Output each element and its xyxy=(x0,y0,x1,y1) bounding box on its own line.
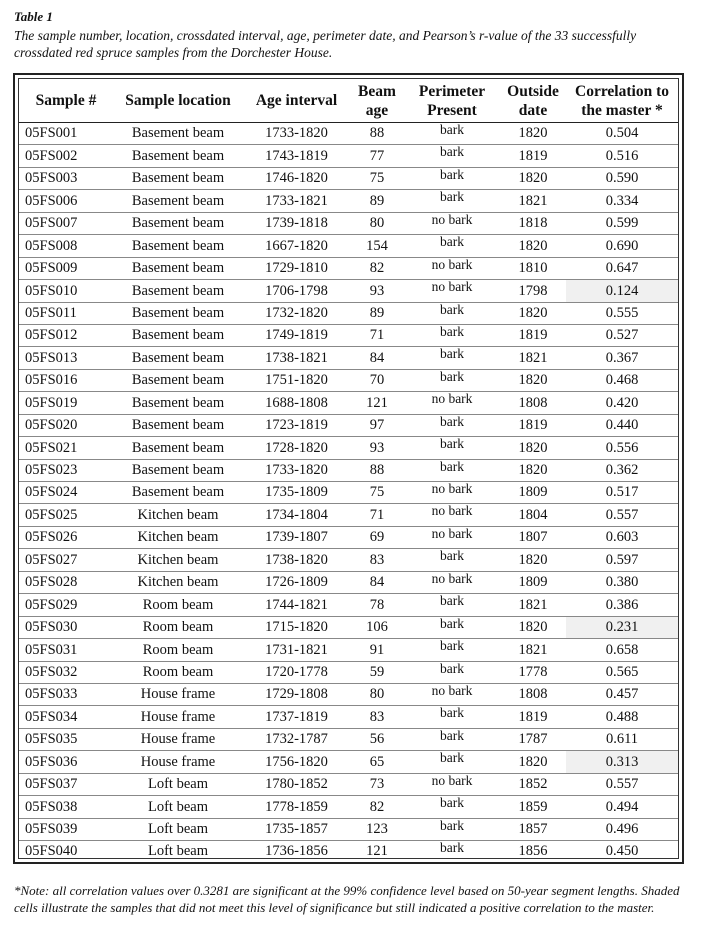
cell-beam-age: 84 xyxy=(350,571,404,593)
cell-perimeter: bark xyxy=(404,347,500,369)
cell-sample: 05FS013 xyxy=(19,347,113,369)
cell-correlation: 0.516 xyxy=(566,145,678,167)
cell-outside-date: 1808 xyxy=(500,683,566,705)
cell-beam-age: 80 xyxy=(350,212,404,234)
cell-perimeter: bark xyxy=(404,751,500,773)
cell-correlation: 0.420 xyxy=(566,392,678,414)
cell-outside-date: 1778 xyxy=(500,661,566,683)
cell-interval: 1744-1821 xyxy=(243,594,350,616)
cell-outside-date: 1820 xyxy=(500,167,566,189)
cell-beam-age: 75 xyxy=(350,167,404,189)
cell-sample: 05FS021 xyxy=(19,437,113,459)
cell-sample: 05FS011 xyxy=(19,302,113,324)
table-row xyxy=(19,616,678,638)
cell-interval: 1736-1856 xyxy=(265,843,328,860)
cell-perimeter: bark xyxy=(404,369,500,391)
cell-perimeter: bark xyxy=(404,167,500,189)
cell-correlation: 0.468 xyxy=(566,369,678,391)
table-row xyxy=(19,280,678,302)
cell-perimeter: bark xyxy=(404,145,500,167)
table-row xyxy=(19,818,678,840)
table-row xyxy=(19,145,678,167)
cell-interval: 1732-1820 xyxy=(243,302,350,324)
cell-perimeter: no bark xyxy=(404,482,500,504)
cell-correlation: 0.494 xyxy=(566,796,678,818)
table-row xyxy=(19,437,678,459)
cell-correlation: 0.496 xyxy=(566,818,678,840)
cell-correlation: 0.603 xyxy=(566,526,678,548)
cell-perimeter: bark xyxy=(404,639,500,661)
cell-sample: 05FS034 xyxy=(19,706,113,728)
cell-beam-age: 88 xyxy=(350,123,404,145)
cell-correlation: 0.457 xyxy=(566,683,678,705)
data-table-frame xyxy=(13,73,684,864)
cell-outside-date: 1787 xyxy=(500,728,566,750)
cell-location: Basement beam xyxy=(113,392,243,414)
cell-location: Kitchen beam xyxy=(113,504,243,526)
cell-correlation: 0.362 xyxy=(566,459,678,481)
cell-beam-age: 88 xyxy=(350,459,404,481)
cell-location: House frame xyxy=(113,706,243,728)
cell-outside-date: 1820 xyxy=(500,751,566,773)
table-row xyxy=(19,504,678,526)
cell-beam-age: 56 xyxy=(350,728,404,750)
cell-sample: 05FS010 xyxy=(19,280,113,302)
cell-outside-date: 1819 xyxy=(500,706,566,728)
table-header-row xyxy=(19,79,678,123)
cell-interval: 1733-1820 xyxy=(243,459,350,481)
cell-beam-age: 77 xyxy=(350,145,404,167)
cell-outside-date: 1804 xyxy=(500,504,566,526)
cell-beam-age: 83 xyxy=(350,549,404,571)
cell-sample: 05FS030 xyxy=(19,616,113,638)
cell-correlation: 0.599 xyxy=(566,212,678,234)
cell-correlation: 0.690 xyxy=(566,235,678,257)
cell-location: Kitchen beam xyxy=(113,549,243,571)
cell-correlation: 0.124 xyxy=(566,280,678,302)
cell-interval: 1733-1820 xyxy=(243,123,350,145)
cell-perimeter: bark xyxy=(404,706,500,728)
cell-beam-age: 59 xyxy=(350,661,404,683)
cell-outside-date: 1821 xyxy=(500,347,566,369)
cell-perimeter: bark xyxy=(404,549,500,571)
cell-sample: 05FS039 xyxy=(19,818,113,840)
header-location: Sample location xyxy=(113,79,243,123)
cell-sample: 05FS031 xyxy=(19,639,113,661)
cell-sample: 05FS007 xyxy=(19,212,113,234)
cell-sample: 05FS006 xyxy=(19,190,113,212)
cell-outside-date: 1820 xyxy=(500,459,566,481)
cell-sample: 05FS008 xyxy=(19,235,113,257)
cell-interval: 1726-1809 xyxy=(243,571,350,593)
cell-perimeter: no bark xyxy=(404,683,500,705)
cell-correlation: 0.556 xyxy=(566,437,678,459)
cell-beam-age: 78 xyxy=(350,594,404,616)
cell-location: Basement beam xyxy=(113,212,243,234)
table-row xyxy=(19,190,678,212)
cell-beam-age: 89 xyxy=(350,302,404,324)
cell-location: House frame xyxy=(113,683,243,705)
cell-outside-date: 1820 xyxy=(500,235,566,257)
cell-correlation: 0.647 xyxy=(566,257,678,279)
header-correlation: Correlation to the master * xyxy=(566,79,678,123)
cell-beam-age: 65 xyxy=(350,751,404,773)
cell-sample: 05FS019 xyxy=(19,392,113,414)
cell-correlation: 0.334 xyxy=(566,190,678,212)
cell-outside-date: 1852 xyxy=(500,773,566,795)
cell-interval: 1738-1821 xyxy=(243,347,350,369)
cell-perimeter: no bark xyxy=(404,257,500,279)
cell-beam-age: 93 xyxy=(350,437,404,459)
data-table xyxy=(19,79,678,862)
cell-perimeter: bark xyxy=(404,235,500,257)
cell-interval: 1743-1819 xyxy=(243,145,350,167)
cell-beam-age: 80 xyxy=(350,683,404,705)
cell-correlation: 0.440 xyxy=(566,414,678,436)
cell-perimeter: bark xyxy=(404,728,500,750)
cell-outside-date: 1820 xyxy=(500,437,566,459)
cell-correlation: 0.504 xyxy=(566,123,678,145)
table-row xyxy=(19,549,678,571)
cell-interval: 1735-1857 xyxy=(243,818,350,840)
cell-outside-date: 1819 xyxy=(500,414,566,436)
header-beam-age: Beam age xyxy=(350,79,404,123)
cell-outside-date: 1798 xyxy=(500,280,566,302)
cell-sample: 05FS037 xyxy=(19,773,113,795)
cell-perimeter: no bark xyxy=(404,392,500,414)
cell-interval: 1734-1804 xyxy=(243,504,350,526)
table-row xyxy=(19,706,678,728)
cell-perimeter: no bark xyxy=(404,571,500,593)
table-caption-text: The sample number, location, crossdated interval, age, perimeter date, and Pearson’s r-value of the 33 successfully crossdated red spruce samples from the Dorchester House. xyxy=(14,28,637,60)
cell-interval: 1739-1818 xyxy=(243,212,350,234)
cell-location: Basement beam xyxy=(113,369,243,391)
cell-correlation: 0.527 xyxy=(566,324,678,346)
cell-perimeter: bark xyxy=(404,190,500,212)
cell-interval: 1729-1810 xyxy=(243,257,350,279)
cell-correlation: 0.231 xyxy=(566,616,678,638)
cell-correlation: 0.517 xyxy=(566,482,678,504)
cell-beam-age: 71 xyxy=(350,504,404,526)
cell-location: Loft beam xyxy=(113,773,243,795)
table-caption-label: Table 1 xyxy=(14,9,53,24)
cell-sample: 05FS027 xyxy=(19,549,113,571)
cell-sample: 05FS024 xyxy=(19,482,113,504)
cell-outside-date: 1820 xyxy=(500,302,566,324)
cell-correlation: 0.313 xyxy=(566,751,678,773)
cell-beam-age: 82 xyxy=(350,796,404,818)
cell-interval: 1667-1820 xyxy=(243,235,350,257)
cell-perimeter: bark xyxy=(440,840,464,855)
cell-outside-date: 1819 xyxy=(500,145,566,167)
cell-sample: 05FS026 xyxy=(19,526,113,548)
cell-correlation: 0.597 xyxy=(566,549,678,571)
cell-location: House frame xyxy=(113,751,243,773)
cell-sample: 05FS001 xyxy=(19,123,113,145)
cell-beam-age: 121 xyxy=(350,392,404,414)
table-row xyxy=(19,841,678,863)
cell-correlation: 0.386 xyxy=(566,594,678,616)
cell-correlation: 0.557 xyxy=(566,504,678,526)
cell-perimeter: bark xyxy=(404,459,500,481)
cell-perimeter: bark xyxy=(404,324,500,346)
table-row xyxy=(19,728,678,750)
cell-location: Kitchen beam xyxy=(113,526,243,548)
cell-sample: 05FS023 xyxy=(19,459,113,481)
cell-outside-date: 1821 xyxy=(500,190,566,212)
cell-sample: 05FS028 xyxy=(19,571,113,593)
cell-location: Room beam xyxy=(113,639,243,661)
cell-beam-age: 69 xyxy=(350,526,404,548)
table-row xyxy=(19,594,678,616)
cell-interval: 1739-1807 xyxy=(243,526,350,548)
cell-perimeter: bark xyxy=(404,616,500,638)
cell-interval: 1732-1787 xyxy=(243,728,350,750)
cell-perimeter: no bark xyxy=(404,526,500,548)
cell-location: Room beam xyxy=(113,661,243,683)
table-row xyxy=(19,571,678,593)
header-interval: Age interval xyxy=(243,79,350,123)
cell-location: Basement beam xyxy=(113,235,243,257)
cell-sample: 05FS003 xyxy=(19,167,113,189)
cell-location: Basement beam xyxy=(113,347,243,369)
table-row xyxy=(19,302,678,324)
cell-outside-date: 1820 xyxy=(500,616,566,638)
cell-perimeter: bark xyxy=(404,437,500,459)
cell-location: Loft beam xyxy=(148,843,208,860)
table-row xyxy=(19,482,678,504)
cell-location: Basement beam xyxy=(113,482,243,504)
cell-outside-date: 1856 xyxy=(518,843,548,860)
cell-outside-date: 1820 xyxy=(500,549,566,571)
cell-beam-age: 83 xyxy=(350,706,404,728)
table-row xyxy=(19,212,678,234)
cell-location: Loft beam xyxy=(113,818,243,840)
cell-interval: 1778-1859 xyxy=(243,796,350,818)
cell-interval: 1756-1820 xyxy=(243,751,350,773)
cell-outside-date: 1818 xyxy=(500,212,566,234)
cell-sample: 05FS012 xyxy=(19,324,113,346)
table-row xyxy=(19,414,678,436)
cell-outside-date: 1810 xyxy=(500,257,566,279)
cell-interval: 1728-1820 xyxy=(243,437,350,459)
table-row xyxy=(19,369,678,391)
cell-correlation: 0.555 xyxy=(566,302,678,324)
table-row xyxy=(19,167,678,189)
cell-beam-age: 84 xyxy=(350,347,404,369)
cell-location: Basement beam xyxy=(113,414,243,436)
cell-beam-age: 89 xyxy=(350,190,404,212)
cell-interval: 1688-1808 xyxy=(243,392,350,414)
cell-location: Basement beam xyxy=(113,190,243,212)
cell-location: Basement beam xyxy=(113,280,243,302)
cell-location: Basement beam xyxy=(113,459,243,481)
cell-correlation: 0.590 xyxy=(566,167,678,189)
cell-interval: 1723-1819 xyxy=(243,414,350,436)
cell-beam-age: 154 xyxy=(350,235,404,257)
cell-interval: 1733-1821 xyxy=(243,190,350,212)
cell-interval: 1729-1808 xyxy=(243,683,350,705)
cell-correlation: 0.488 xyxy=(566,706,678,728)
table-row xyxy=(19,639,678,661)
table-row xyxy=(19,773,678,795)
cell-sample: 05FS036 xyxy=(19,751,113,773)
cell-beam-age: 82 xyxy=(350,257,404,279)
header-outside-date: Outside date xyxy=(500,79,566,123)
cell-sample: 05FS009 xyxy=(19,257,113,279)
table-footnote: *Note: all correlation values over 0.3281 are significant at the 99% confidence level based on 50-year segment lengths. Shaded cells illustrate the samples that did not meet this level of significance but still indicated a positive correlation to the master. xyxy=(14,883,680,915)
data-table-inner xyxy=(18,78,679,859)
cell-location: Loft beam xyxy=(113,796,243,818)
cell-sample: 05FS038 xyxy=(19,796,113,818)
cell-outside-date: 1821 xyxy=(500,594,566,616)
cell-interval: 1706-1798 xyxy=(243,280,350,302)
cell-correlation: 0.565 xyxy=(566,661,678,683)
cell-location: Room beam xyxy=(113,616,243,638)
cell-location: Basement beam xyxy=(113,257,243,279)
cell-interval: 1731-1821 xyxy=(243,639,350,661)
cell-beam-age: 97 xyxy=(350,414,404,436)
cell-correlation: 0.367 xyxy=(566,347,678,369)
cell-correlation: 0.611 xyxy=(566,728,678,750)
table-row xyxy=(19,324,678,346)
cell-location: House frame xyxy=(113,728,243,750)
cell-interval: 1715-1820 xyxy=(243,616,350,638)
cell-correlation: 0.380 xyxy=(566,571,678,593)
cell-sample: 05FS040 xyxy=(25,843,78,860)
cell-location: Basement beam xyxy=(113,302,243,324)
table-row xyxy=(19,235,678,257)
table-row xyxy=(19,123,678,145)
cell-location: Basement beam xyxy=(113,167,243,189)
cell-location: Basement beam xyxy=(113,145,243,167)
header-sample: Sample # xyxy=(19,79,113,123)
cell-perimeter: bark xyxy=(404,818,500,840)
table-row xyxy=(19,796,678,818)
table-row xyxy=(19,526,678,548)
cell-outside-date: 1857 xyxy=(500,818,566,840)
cell-outside-date: 1809 xyxy=(500,482,566,504)
cell-beam-age: 70 xyxy=(350,369,404,391)
cell-interval: 1737-1819 xyxy=(243,706,350,728)
cell-perimeter: bark xyxy=(404,414,500,436)
cell-interval: 1746-1820 xyxy=(243,167,350,189)
cell-sample: 05FS035 xyxy=(19,728,113,750)
cell-interval: 1780-1852 xyxy=(243,773,350,795)
table-row xyxy=(19,459,678,481)
header-perimeter: Perimeter Present xyxy=(404,79,500,123)
cell-sample: 05FS020 xyxy=(19,414,113,436)
cell-interval: 1751-1820 xyxy=(243,369,350,391)
cell-beam-age: 106 xyxy=(350,616,404,638)
cell-interval: 1738-1820 xyxy=(243,549,350,571)
cell-interval: 1720-1778 xyxy=(243,661,350,683)
cell-location: Basement beam xyxy=(113,324,243,346)
cell-beam-age: 121 xyxy=(366,843,388,860)
cell-outside-date: 1819 xyxy=(500,324,566,346)
cell-sample: 05FS032 xyxy=(19,661,113,683)
table-row xyxy=(19,661,678,683)
cell-perimeter: bark xyxy=(404,796,500,818)
table-row xyxy=(19,683,678,705)
table-row xyxy=(19,257,678,279)
cell-beam-age: 71 xyxy=(350,324,404,346)
cell-correlation: 0.450 xyxy=(605,843,639,860)
cell-perimeter: bark xyxy=(404,594,500,616)
cell-sample: 05FS029 xyxy=(19,594,113,616)
cell-perimeter: no bark xyxy=(404,212,500,234)
cell-sample: 05FS033 xyxy=(19,683,113,705)
cell-sample: 05FS025 xyxy=(19,504,113,526)
cell-beam-age: 75 xyxy=(350,482,404,504)
cell-beam-age: 93 xyxy=(350,280,404,302)
cell-interval: 1749-1819 xyxy=(243,324,350,346)
table-row xyxy=(19,392,678,414)
cell-beam-age: 123 xyxy=(350,818,404,840)
cell-outside-date: 1807 xyxy=(500,526,566,548)
cell-location: Basement beam xyxy=(113,123,243,145)
cell-location: Room beam xyxy=(113,594,243,616)
cell-sample: 05FS002 xyxy=(19,145,113,167)
cell-perimeter: no bark xyxy=(404,280,500,302)
cell-outside-date: 1859 xyxy=(500,796,566,818)
table-row xyxy=(19,751,678,773)
cell-interval: 1735-1809 xyxy=(243,482,350,504)
cell-correlation: 0.658 xyxy=(566,639,678,661)
cell-perimeter: bark xyxy=(404,661,500,683)
cell-beam-age: 91 xyxy=(350,639,404,661)
cell-perimeter: no bark xyxy=(404,504,500,526)
cell-perimeter: bark xyxy=(404,123,500,145)
table-row xyxy=(19,347,678,369)
cell-outside-date: 1821 xyxy=(500,639,566,661)
cell-outside-date: 1809 xyxy=(500,571,566,593)
cell-beam-age: 73 xyxy=(350,773,404,795)
cell-location: Kitchen beam xyxy=(113,571,243,593)
cell-outside-date: 1808 xyxy=(500,392,566,414)
cell-location: Basement beam xyxy=(113,437,243,459)
cell-perimeter: no bark xyxy=(404,773,500,795)
cell-outside-date: 1820 xyxy=(500,123,566,145)
cell-correlation: 0.557 xyxy=(566,773,678,795)
cell-perimeter: bark xyxy=(404,302,500,324)
cell-outside-date: 1820 xyxy=(500,369,566,391)
table-body xyxy=(19,123,678,863)
cell-sample: 05FS016 xyxy=(19,369,113,391)
